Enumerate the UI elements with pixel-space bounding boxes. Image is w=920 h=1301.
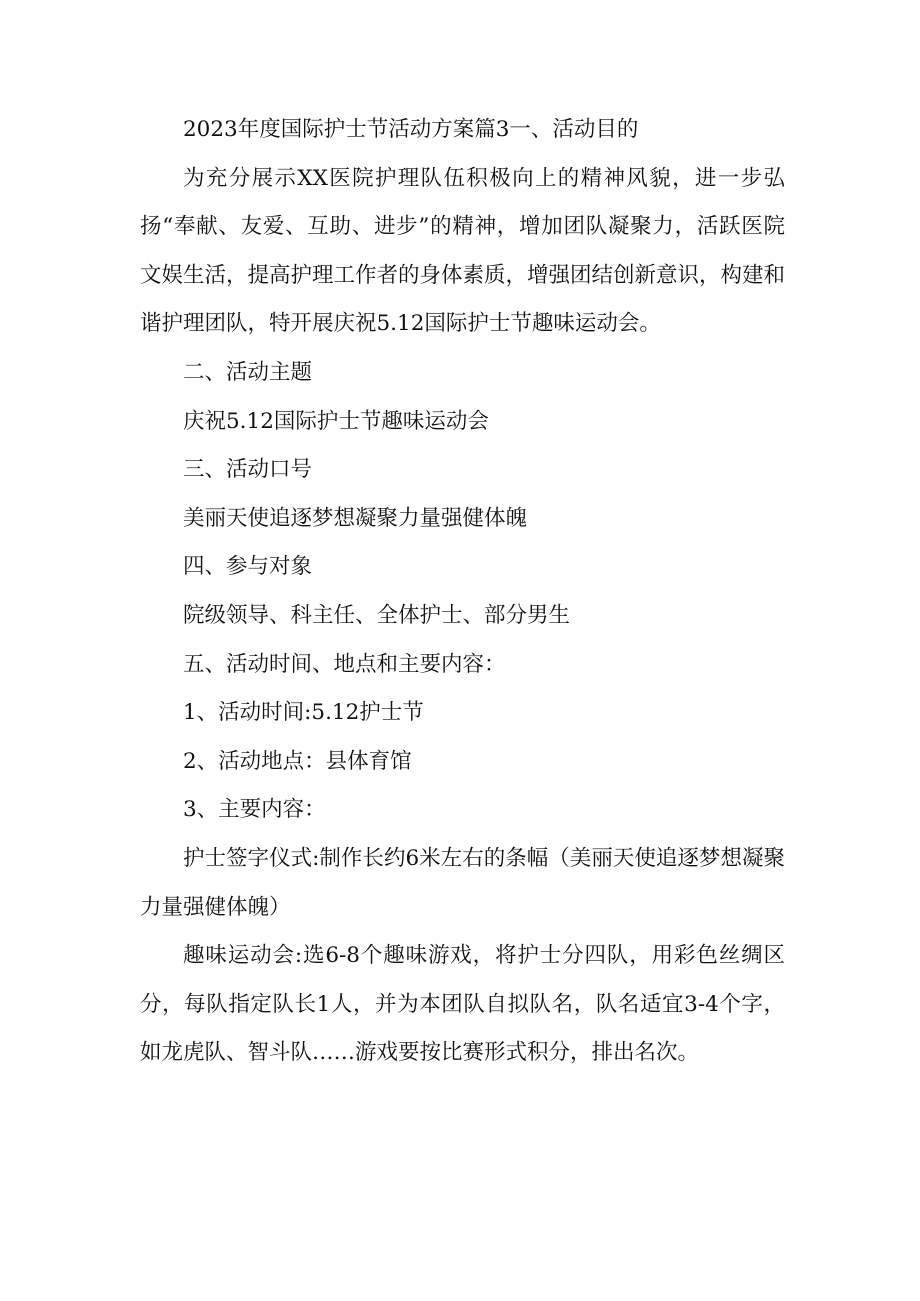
heading-time-place-content: 五、活动时间、地点和主要内容： (183, 651, 506, 677)
paragraph-theme: 庆祝5.12国际护士节趣味运动会 (183, 408, 489, 434)
heading-theme: 二、活动主题 (183, 359, 313, 385)
paragraph-participants: 院级领导、科主任、全体护士、部分男生 (183, 602, 571, 628)
document-body (140, 106, 785, 1078)
heading-participants: 四、参与对象 (183, 554, 313, 580)
item-main-content: 3、主要内容： (183, 797, 326, 823)
item-activity-place: 2、活动地点：县体育馆 (183, 748, 412, 774)
paragraph-purpose: 为充分展示XX医院护理队伍积极向上的精神风貌，进一步弘扬“奉献、友爱、互助、进步”的精神，增加团队凝聚力，活跃医院文娱生活，提高护理工作者的身体素质，增强团结创新意识，构建和谐护理团队，特开展庆祝5.12国际护士节趣味运动会。 (140, 165, 786, 337)
paragraph-title: 2023年度国际护士节活动方案篇3一、活动目的 (183, 117, 639, 142)
heading-slogan: 三、活动口号 (183, 457, 313, 483)
paragraph-fun-games: 趣味运动会:选6-8个趣味游戏，将护士分四队，用彩色丝绸区分，每队指定队长1人，并为本团队自拟队名，队名适宜3-4个字，如龙虎队、智斗队……游戏要按比赛形式积分，排出名次。 (140, 943, 785, 1066)
paragraph-signing-ceremony: 护士签字仪式:制作长约6米左右的条幅（美丽天使追逐梦想凝聚力量强健体魄） (140, 845, 785, 920)
paragraph-slogan: 美丽天使追逐梦想凝聚力量强健体魄 (183, 505, 528, 531)
item-activity-time: 1、活动时间:5.12护士节 (183, 700, 424, 726)
